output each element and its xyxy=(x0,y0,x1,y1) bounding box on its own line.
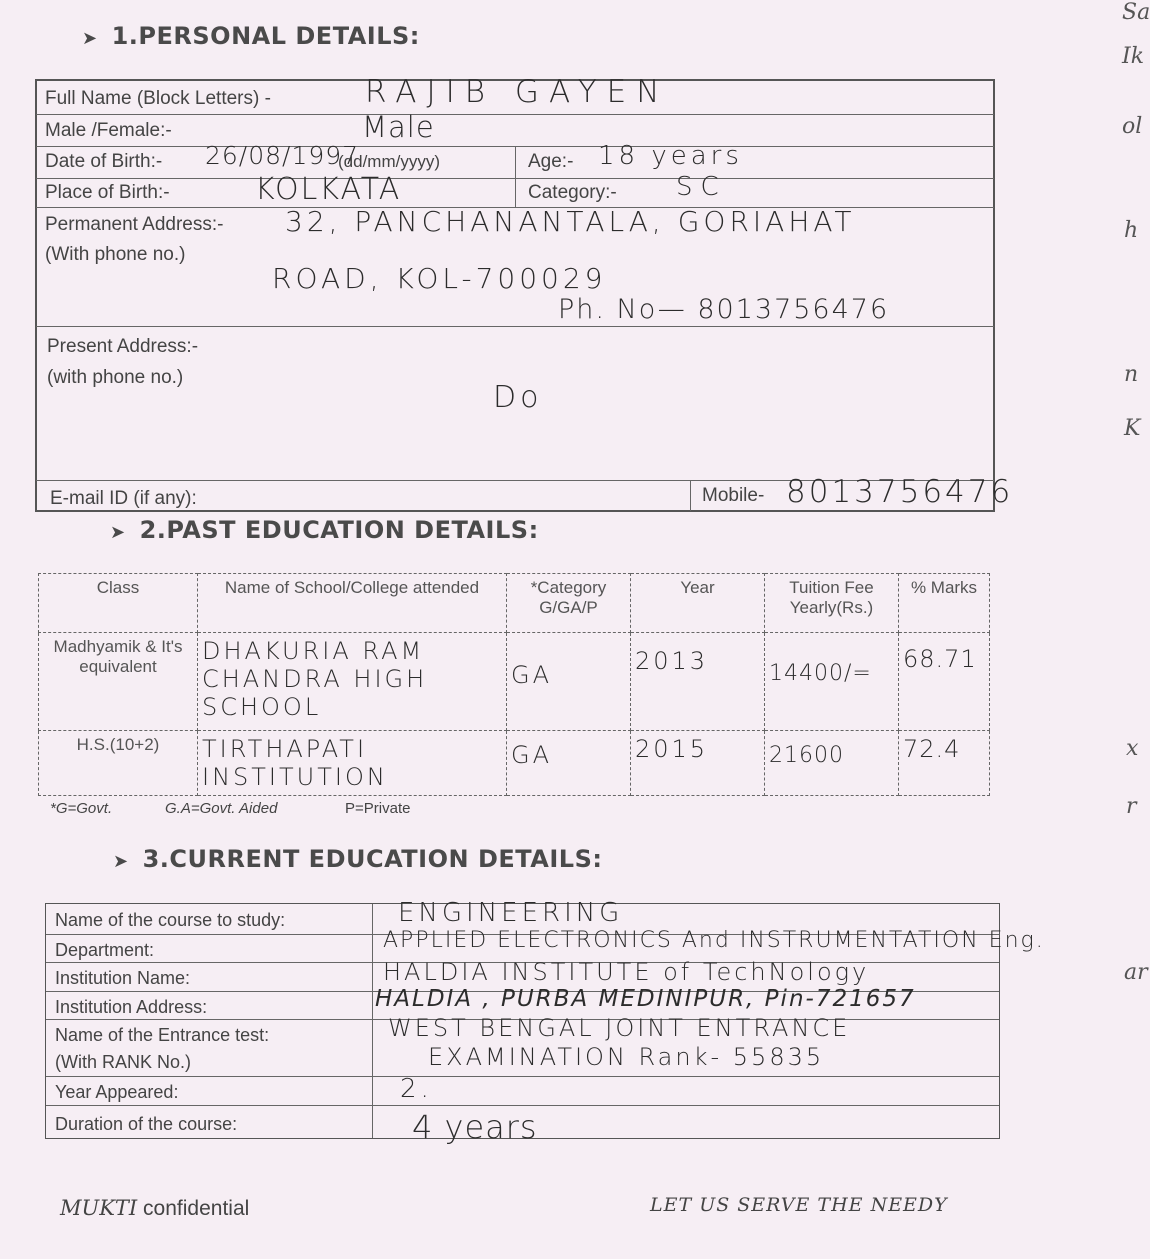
column-header: % Marks xyxy=(899,574,990,633)
year-appeared-value: 2. xyxy=(400,1074,433,1104)
edge-glyph: r xyxy=(1126,794,1137,819)
place-of-birth-label: Place of Birth:- xyxy=(45,182,170,203)
institution-address-value: HALDIA , PURBA MEDINIPUR, Pin-721657 xyxy=(375,986,916,1012)
email-label: E-mail ID (if any): xyxy=(50,488,197,509)
arrow-icon: ➤ xyxy=(82,28,98,49)
column-header: Name of School/College attended xyxy=(198,574,507,633)
year-appeared-label: Year Appeared: xyxy=(55,1082,179,1102)
table-header-row xyxy=(39,574,990,633)
present-address-label: Present Address:- xyxy=(47,336,199,357)
permanent-address-sublabel: (With phone no.) xyxy=(45,244,186,265)
divider xyxy=(690,481,691,511)
edge-glyph: K xyxy=(1124,416,1141,441)
dob-format-hint: (dd/mm/yyyy) xyxy=(338,152,440,171)
past-education-table xyxy=(38,573,990,796)
footer-slogan: LET US SERVE THE NEEDY xyxy=(650,1194,948,1216)
present-address-sublabel: (with phone no.) xyxy=(47,367,184,388)
arrow-icon: ➤ xyxy=(113,851,129,872)
category-label: Category:- xyxy=(528,182,617,203)
department-label: Department: xyxy=(55,940,155,960)
legend-govt: *G=Govt. xyxy=(50,800,113,817)
edge-glyph: ar xyxy=(1124,960,1148,985)
course-value: ENGINEERING xyxy=(398,898,624,928)
institution-name-label: Institution Name: xyxy=(55,968,191,988)
divider xyxy=(36,326,994,327)
table-cell: 72.4 xyxy=(899,731,990,796)
table-row xyxy=(39,633,990,731)
column-header: *Category G/GA/P xyxy=(507,574,631,633)
institution-address-label: Institution Address: xyxy=(55,997,208,1017)
section-heading-personal: ➤ 1.PERSONAL DETAILS: xyxy=(82,22,420,50)
age-label: Age:- xyxy=(528,151,574,172)
column-header: Year xyxy=(631,574,765,633)
legend-govt-aided: G.A=Govt. Aided xyxy=(165,800,278,817)
table-cell: 2015 xyxy=(631,731,765,796)
gender-label: Male /Female:- xyxy=(45,120,172,141)
table-cell: 21600 xyxy=(765,731,899,796)
duration-value: 4 years xyxy=(412,1108,538,1146)
legend-private: P=Private xyxy=(345,800,411,817)
divider xyxy=(372,904,373,1138)
present-address-value: Do xyxy=(493,380,543,415)
entrance-test-sublabel: (With RANK No.) xyxy=(55,1052,192,1072)
footer-confidential: confidential xyxy=(143,1197,250,1220)
table-cell: DHAKURIA RAM CHANDRA HIGH SCHOOL xyxy=(198,633,507,731)
divider xyxy=(46,1105,999,1106)
permanent-address-line1: 32, PANCHANANTALA, GORIAHAT xyxy=(285,205,856,238)
duration-label: Duration of the course: xyxy=(55,1114,238,1134)
edge-glyph: Ik xyxy=(1122,44,1145,69)
category-value: SC xyxy=(676,172,727,202)
table-cell: GA xyxy=(507,731,631,796)
age-value: 18 years xyxy=(598,141,743,171)
table-row xyxy=(39,731,990,796)
table-cell: Madhyamik & It's equivalent xyxy=(39,633,198,731)
table-cell: H.S.(10+2) xyxy=(39,731,198,796)
table-cell: TIRTHAPATI INSTITUTION xyxy=(198,731,507,796)
entrance-test-label: Name of the Entrance test: xyxy=(55,1025,270,1045)
section-heading-current-education: ➤ 3.CURRENT EDUCATION DETAILS: xyxy=(113,845,603,873)
department-value: APPLIED ELECTRONICS And INSTRUMENTATION Eng. xyxy=(383,928,1045,953)
column-header: Class xyxy=(39,574,198,633)
section-heading-past-education: ➤ 2.PAST EDUCATION DETAILS: xyxy=(110,516,539,544)
divider xyxy=(36,114,994,115)
table-cell: GA xyxy=(507,633,631,731)
edge-glyph: x xyxy=(1126,736,1139,761)
entrance-rank-value: EXAMINATION Rank- 55835 xyxy=(428,1043,825,1071)
full-name-label: Full Name (Block Letters) - xyxy=(45,88,271,109)
dob-value: 26/08/1997 xyxy=(205,141,360,170)
column-header: Tuition Fee Yearly(Rs.) xyxy=(765,574,899,633)
dob-label: Date of Birth:- xyxy=(45,151,163,172)
gender-value: Male xyxy=(362,110,435,144)
mobile-label: Mobile- xyxy=(702,485,765,506)
institution-name-value: HALDIA INSTITUTE of TechNology xyxy=(383,958,870,986)
edge-glyph: n xyxy=(1124,362,1139,387)
edge-glyph: Sa xyxy=(1122,0,1150,25)
footer-brand: MUKTI xyxy=(60,1196,138,1220)
table-cell: 2013 xyxy=(631,633,765,731)
divider xyxy=(46,1076,999,1077)
place-of-birth-value: KOLKATA xyxy=(255,172,402,207)
edge-glyph: h xyxy=(1124,218,1139,243)
arrow-icon: ➤ xyxy=(110,522,126,543)
divider xyxy=(515,147,516,207)
table-cell: 68.71 xyxy=(899,633,990,731)
full-name-value: RAJIB GAYEN xyxy=(365,74,670,110)
permanent-address-label: Permanent Address:- xyxy=(45,214,224,235)
course-label: Name of the course to study: xyxy=(55,910,286,930)
table-cell: 14400/= xyxy=(765,633,899,731)
mobile-value: 8013756476 xyxy=(786,474,1014,510)
footer-left xyxy=(60,1196,249,1221)
permanent-address-line2: ROAD, KOL-700029 xyxy=(272,262,607,295)
entrance-test-value: WEST BENGAL JOINT ENTRANCE xyxy=(388,1014,851,1042)
edge-glyph: ol xyxy=(1122,114,1143,139)
permanent-address-phone: Ph. No— 8013756476 xyxy=(558,294,890,325)
